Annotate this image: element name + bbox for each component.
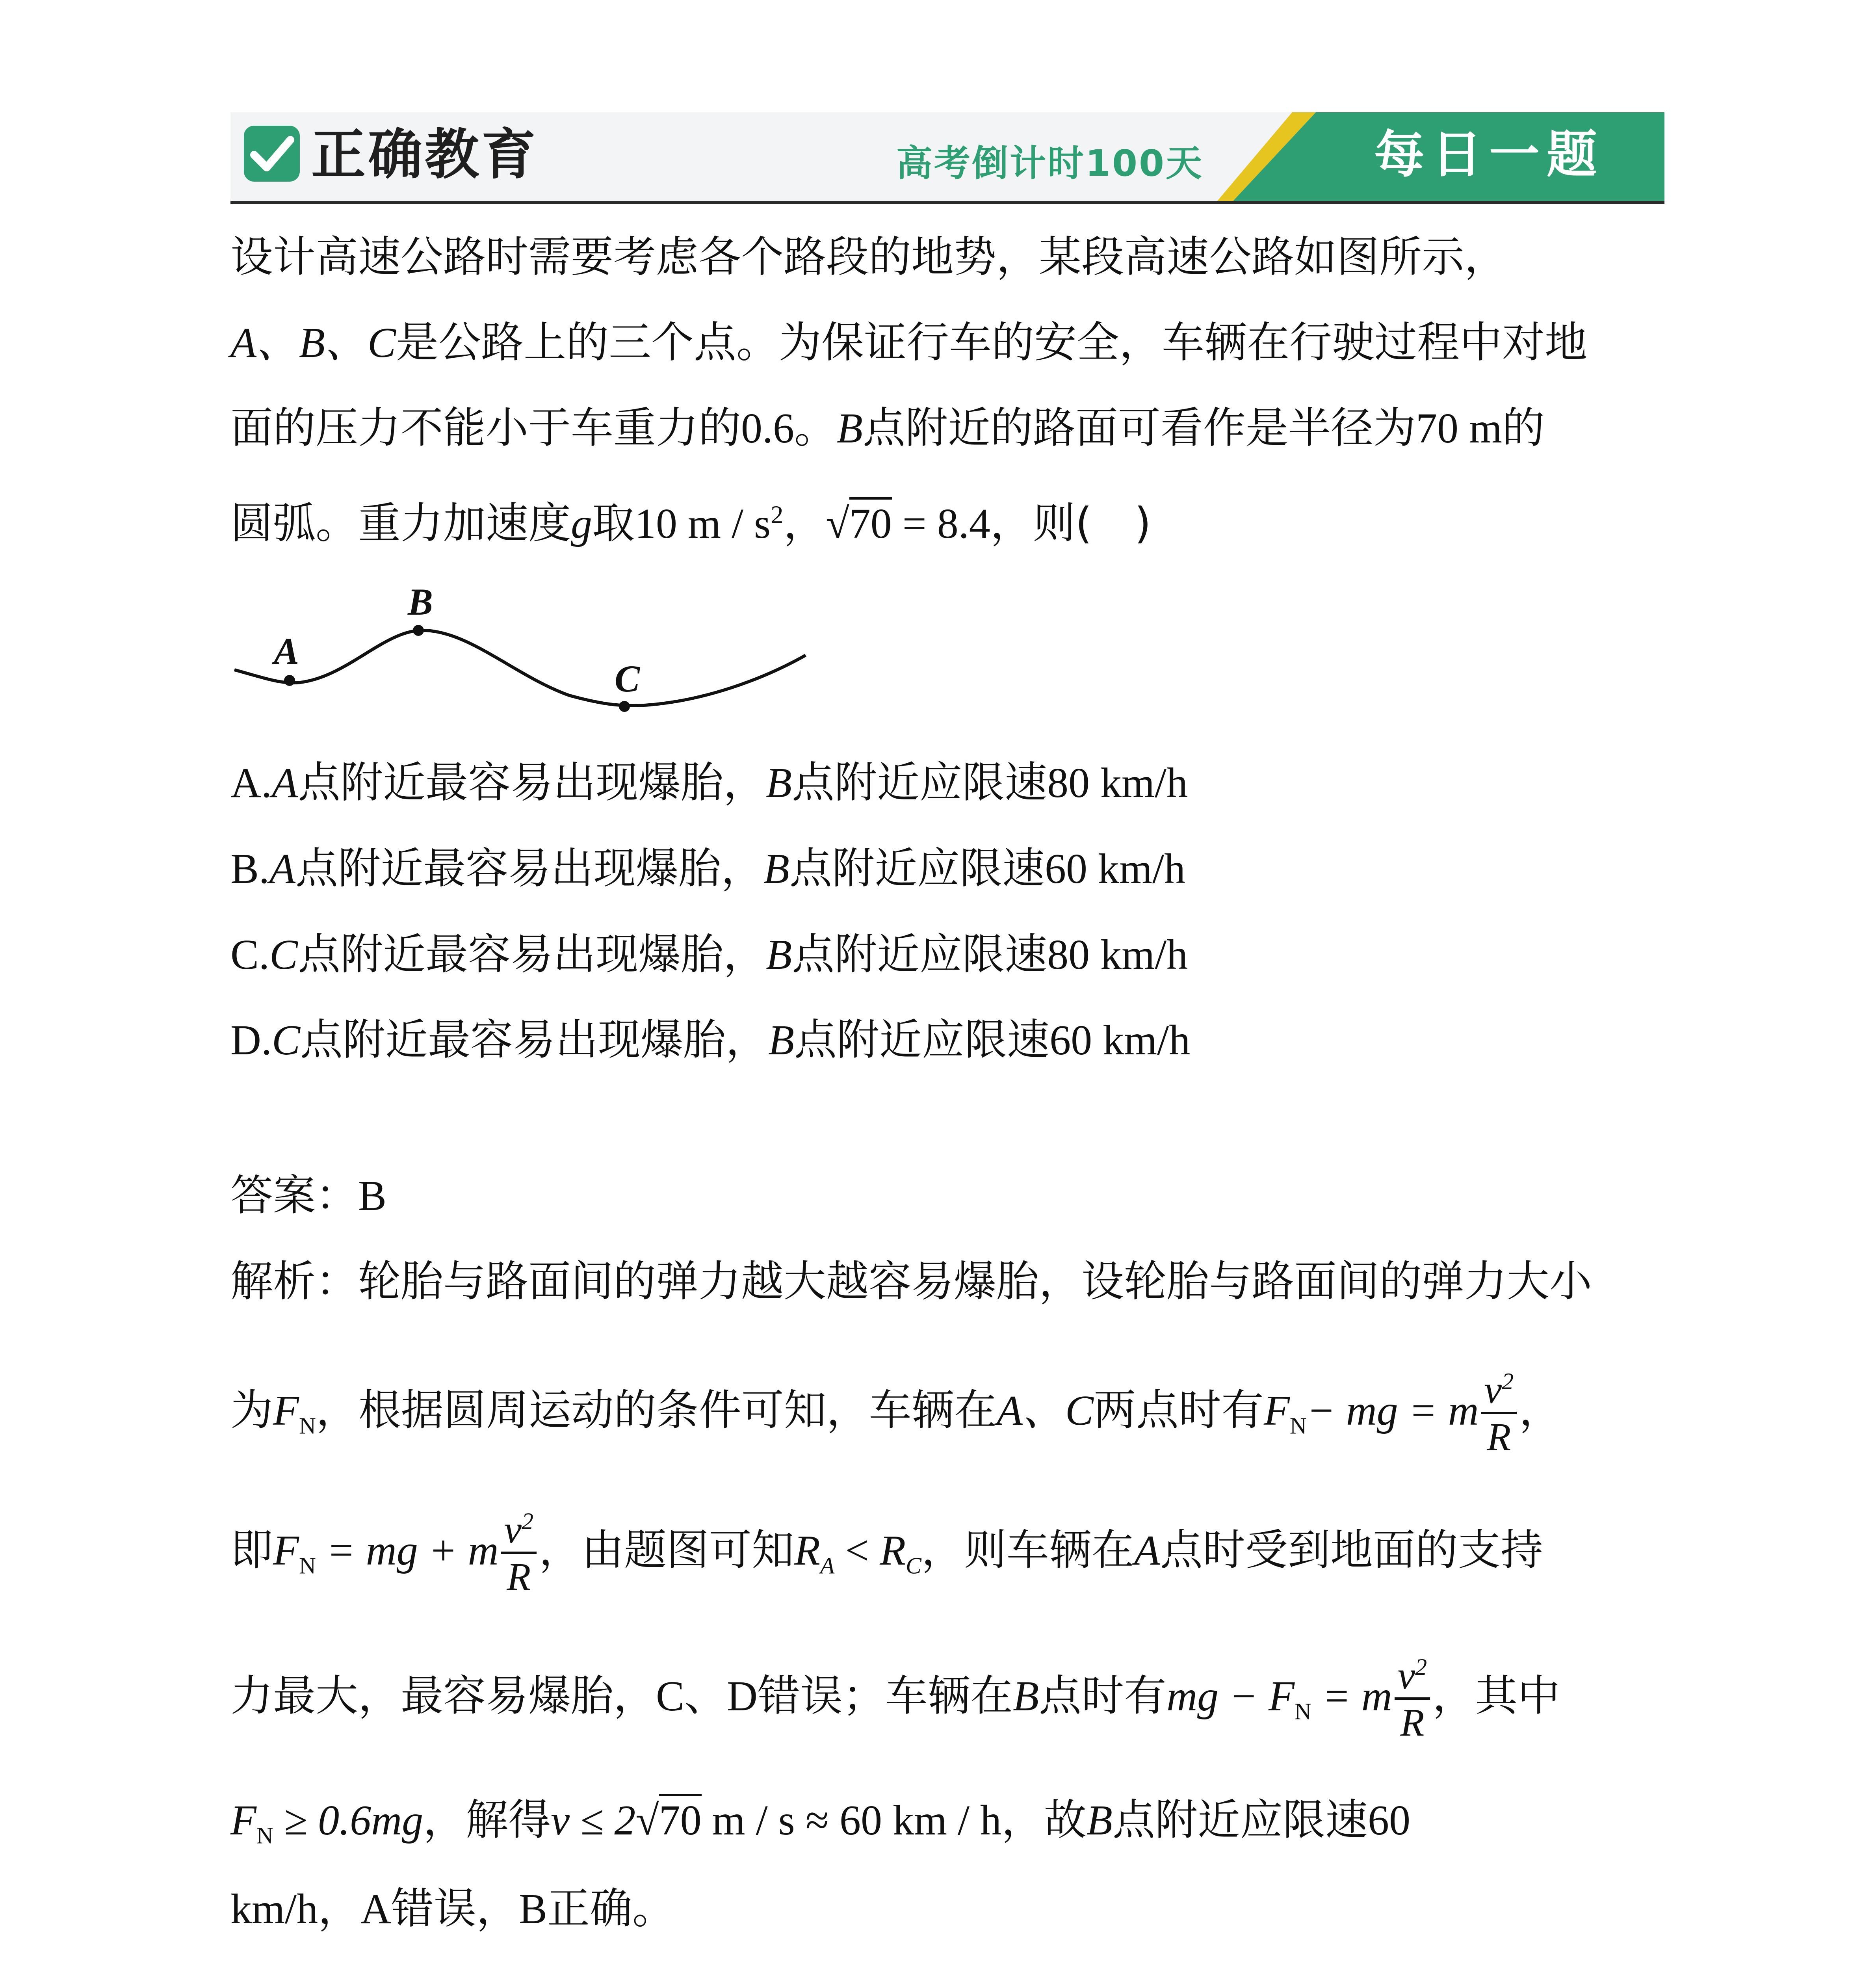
option-b[interactable]: B.A点附近最容易出现爆胎，B点附近应限速60 km/h <box>230 844 1186 893</box>
fraction-v2-over-r: $\frac{v^2}{R}$ <box>1481 1370 1517 1457</box>
point-a-dot <box>284 675 295 686</box>
answer-line: 答案：B <box>230 1171 387 1220</box>
point-b-dot <box>413 625 424 636</box>
option-c[interactable]: C.C点附近最容易出现爆胎，B点附近应限速80 km/h <box>230 930 1188 979</box>
fraction-v2-over-r: $\frac{v^2}{R}$ <box>1395 1655 1430 1742</box>
analysis-line-1: 解析：轮胎与路面间的弹力越大越容易爆胎，设轮胎与路面间的弹力大小 <box>230 1257 1592 1306</box>
option-a[interactable]: A.A点附近最容易出现爆胎，B点附近应限速80 km/h <box>230 758 1188 807</box>
option-d[interactable]: D.C点附近最容易出现爆胎，B点附近应限速60 km/h <box>230 1015 1191 1065</box>
point-c-dot <box>619 701 630 712</box>
question-line-4: 圆弧。重力加速度g取10 m / $s^2$，√70 = 8.4，则( ) <box>230 485 1151 554</box>
road-profile-figure <box>230 581 814 723</box>
question-line-3: 面的压力不能小于车重力的0.6。B点附近的路面可看作是半径为70 m的 <box>230 403 1545 453</box>
label-b: B <box>408 581 433 623</box>
daily-question-label: 每日一题 <box>1374 125 1604 184</box>
question-line-2: A、B、C是公路上的三个点。为保证行车的安全，车辆在行驶过程中对地 <box>230 318 1587 367</box>
label-c: C <box>615 658 640 700</box>
check-logo-icon <box>242 124 301 183</box>
question-line-1: 设计高速公路时需要考虑各个路段的地势，某段高速公路如图所示， <box>230 232 1507 282</box>
analysis-line-4: 力最大，最容易爆胎，C、D错误；车辆在B点时有mg − $F_N = m$ $\frac{v^2}{R}$ ，其中 <box>230 1653 1560 1744</box>
analysis-line-6: km/h，A错误，B正确。 <box>230 1884 675 1933</box>
countdown-text: 高考倒计时100天 <box>896 142 1204 184</box>
label-a: A <box>274 630 299 672</box>
analysis-line-2: 为$F_N$，根据圆周运动的条件可知，车辆在A、C两点时有$F_N-$ mg = m $\frac{v^2}{R}$ ， <box>230 1367 1562 1459</box>
brand-name: 正确教育 <box>311 123 539 186</box>
header-divider <box>230 201 1664 204</box>
fraction-v2-over-r: $\frac{v^2}{R}$ <box>501 1509 537 1596</box>
analysis-line-3: 即$F_N$ = mg + m $\frac{v^2}{R}$ ，由题图可知$R_A < R_C$，则车辆在A点时受到地面的支持 <box>230 1507 1543 1598</box>
analysis-line-5: $F_N \ge 0.6mg$，解得v ≤ 2√70 m / s ≈ 60 km / h，故B点附近应限速60 <box>230 1791 1410 1865</box>
